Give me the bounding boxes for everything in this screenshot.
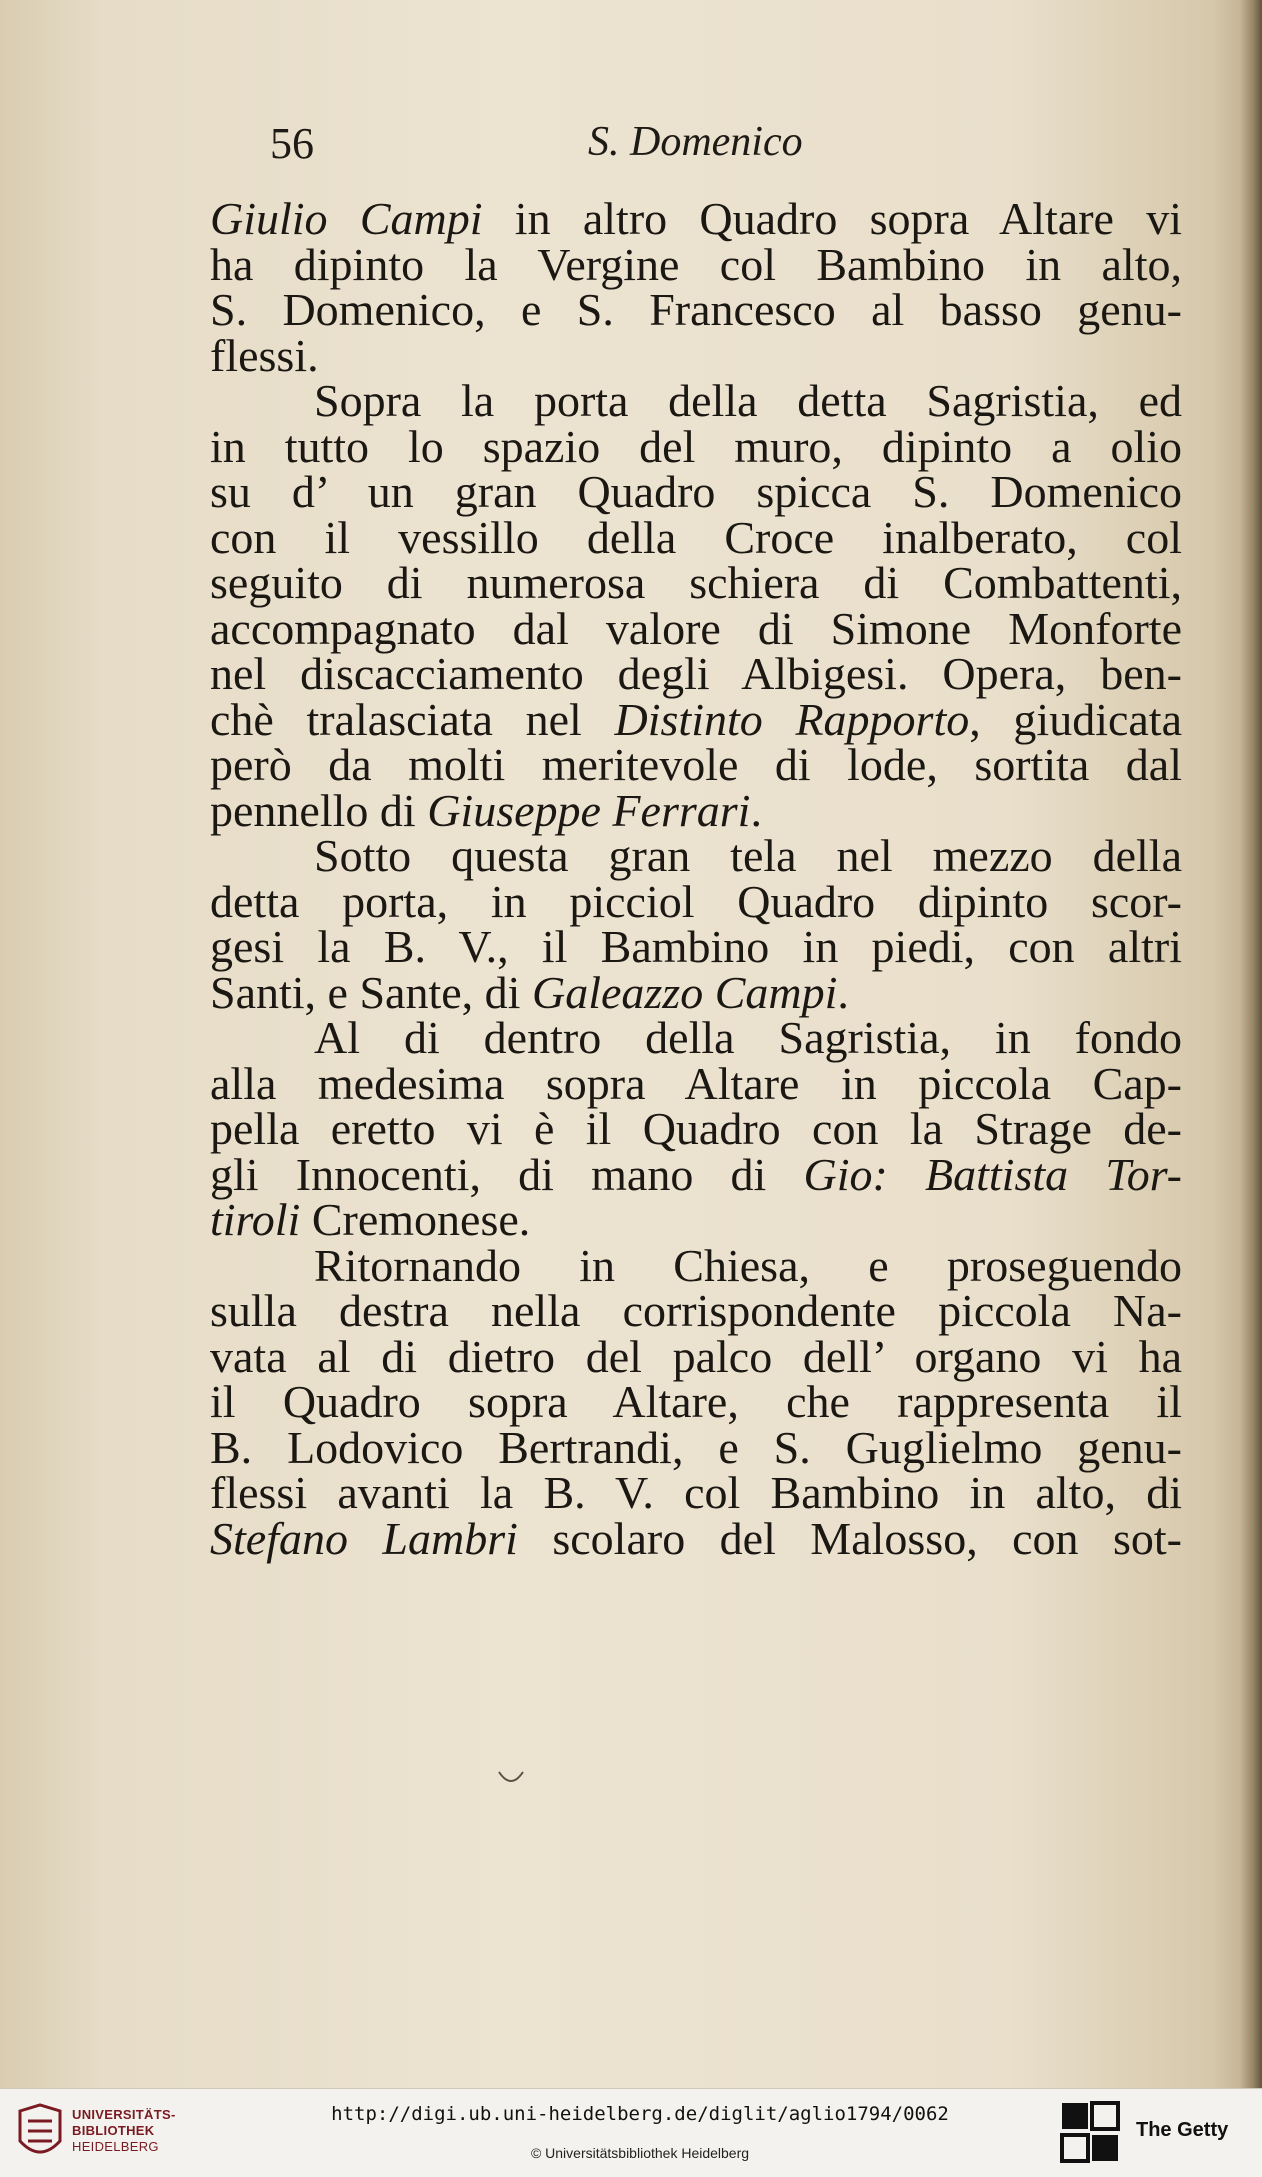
text-line — [210, 1512, 1182, 1564]
text-line — [210, 1103, 1182, 1154]
sponsor-name: The Getty — [1136, 2119, 1229, 2141]
text-run: Ritornando in Chiesa, e proseguendo — [314, 1239, 1182, 1291]
text-run: Al di dentro della Sagristia, in fondo — [314, 1012, 1182, 1063]
text-line — [210, 1330, 1182, 1382]
text-run: chè tralasciata nel — [210, 693, 615, 745]
permalink-url[interactable]: http://digi.ub.uni-heidelberg.de/diglit/aglio1794/0062 — [331, 2103, 949, 2125]
text-run: alla medesima sopra Altare in piccola Cap- — [210, 1057, 1182, 1109]
text-run: accompagnato dal valore di Simone Monforte — [210, 602, 1182, 654]
text-run: Cremonese. — [300, 1194, 531, 1245]
text-run: su d’ un gran Quadro spicca S. Domenico — [210, 466, 1182, 517]
text-run: pennello di — [210, 784, 428, 836]
text-run: scolaro del Malosso, con sot- — [517, 1512, 1182, 1564]
text-run: però da molti meritevole di lode, sortita dal — [210, 739, 1182, 790]
text-run: flessi avanti la B. V. col Bambino in alto, di — [210, 1467, 1182, 1518]
text-run: S. Domenico, e S. Francesco al basso genu- — [210, 284, 1182, 335]
text-run: , giudicata — [969, 693, 1183, 745]
text-line — [210, 1421, 1182, 1473]
text-line — [210, 193, 1182, 244]
text-line — [210, 466, 1182, 517]
italic-name: Stefano Lambri — [210, 1512, 518, 1564]
library-name-line: HEIDELBERG — [72, 2139, 159, 2154]
running-header — [270, 118, 830, 168]
text-run: pella eretto vi è il Quadro con la Strage de- — [210, 1103, 1182, 1154]
text-run: Sotto questa gran tela nel mezzo della — [314, 830, 1182, 881]
text-run: . — [837, 966, 849, 1018]
italic-name: Gio: Battista Tor- — [803, 1148, 1183, 1200]
text-line — [210, 602, 1182, 654]
text-line — [210, 830, 1182, 881]
text-run: . — [750, 784, 762, 836]
running-title: S. Domenico — [588, 119, 803, 165]
text-run: gesi la B. V., il Bambino in piedi, con altri — [210, 921, 1182, 972]
getty-logo-icon — [1060, 2101, 1120, 2165]
text-line — [210, 420, 1182, 472]
text-line — [210, 329, 1182, 381]
italic-name: Giuseppe Ferrari — [427, 784, 751, 836]
text-line — [210, 1467, 1182, 1518]
text-line — [210, 1057, 1182, 1109]
page-edge-shadow — [1240, 0, 1262, 2088]
text-run: seguito di numerosa schiera di Combattenti, — [210, 557, 1182, 608]
text-run: sulla destra nella corrispondente piccola Na- — [210, 1285, 1182, 1336]
text-line — [210, 557, 1182, 608]
text-run: B. Lodovico Bertrandi, e S. Guglielmo genu- — [210, 1421, 1182, 1473]
text-line — [210, 875, 1182, 927]
text-line — [210, 1194, 1182, 1245]
footer-bar — [0, 2088, 1262, 2177]
catchword-mark — [496, 1768, 526, 1788]
italic-name: Galeazzo Campi — [531, 966, 838, 1018]
text-line — [210, 238, 1182, 290]
text-run: nel discacciamento degli Albigesi. Opera, ben- — [210, 648, 1182, 699]
text-run: detta porta, in picciol Quadro dipinto scor- — [210, 875, 1182, 927]
copyright-notice: © Universitätsbibliothek Heidelberg — [530, 2145, 750, 2161]
text-line — [210, 1376, 1182, 1427]
text-line — [210, 511, 1182, 563]
page-number: 56 — [270, 119, 314, 168]
text-run: il Quadro sopra Altare, che rappresenta il — [210, 1376, 1182, 1427]
text-line — [210, 1148, 1183, 1200]
library-name-line: UNIVERSITÄTS- — [72, 2107, 176, 2122]
text-line — [210, 784, 1182, 836]
text-run: flessi. — [210, 329, 319, 381]
text-run: vata al di dietro del palco dell’ organo vi ha — [210, 1330, 1182, 1382]
university-library-logo-icon — [14, 2101, 66, 2165]
text-run: in tutto lo spazio del muro, dipinto a olio — [210, 420, 1182, 472]
text-run: Santi, e Sante, di — [210, 966, 532, 1018]
text-line — [210, 1012, 1182, 1063]
text-line — [210, 966, 1182, 1018]
text-run: in altro Quadro sopra Altare vi — [482, 193, 1182, 244]
text-line — [210, 648, 1182, 699]
text-run: gli Innocenti, di mano di — [210, 1148, 804, 1200]
text-line — [210, 375, 1182, 426]
library-name — [72, 2107, 176, 2155]
text-line — [210, 284, 1182, 335]
text-line — [210, 921, 1182, 972]
library-name-line: BIBLIOTHEK — [72, 2123, 155, 2138]
italic-name: tiroli — [210, 1194, 301, 1245]
body-text — [210, 193, 1183, 1564]
text-line — [210, 1239, 1182, 1291]
text-line — [210, 693, 1183, 745]
text-line — [210, 739, 1182, 790]
text-line — [210, 1285, 1182, 1336]
text-run: ha dipinto la Vergine col Bambino in alto, — [210, 238, 1182, 290]
text-run: con il vessillo della Croce inalberato, col — [210, 511, 1182, 563]
italic-name: Distinto Rapporto — [614, 693, 970, 745]
text-run: Sopra la porta della detta Sagristia, ed — [314, 375, 1182, 426]
italic-name: Giulio Campi — [210, 193, 483, 244]
